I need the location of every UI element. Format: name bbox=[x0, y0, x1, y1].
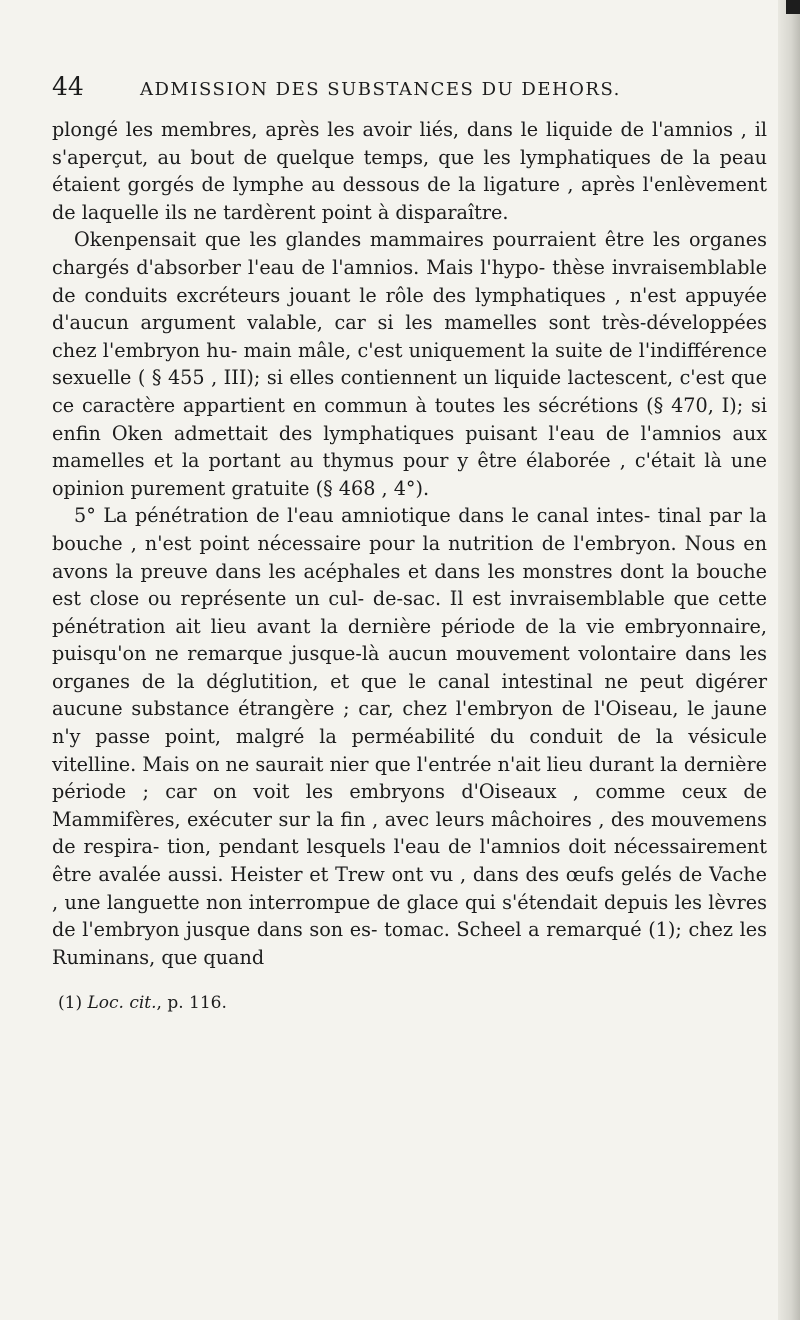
footnote-marker: (1) bbox=[58, 993, 83, 1014]
page-number: 44 bbox=[52, 72, 84, 101]
paragraph-continuation: plongé les membres, après les avoir liés, dans le liquide de l'amnios , il s'aperçut, au bout de quelque temps, que les lymphatiques de la peau étaient gorgés de lymphe au dessous de la ligature , après l'enlèvement de laquelle ils ne tardèrent point à disparaître. bbox=[52, 118, 767, 224]
footnote-reference: Loc. cit. bbox=[87, 993, 157, 1014]
paragraph-penetration: 5° La pénétration de l'eau amniotique dans le canal intes- tinal par la bouche , n'est point nécessaire pour la nutrition de l'embryon. Nous en avons la preuve dans les acéphales et dans les monstres dont la bouche est close ou représente un cul- de-sac. Il est invraisemblable que cette pénétration ait lieu avant la dernière période de la vie embryonnaire, puisqu'on ne remarque jusque-là aucun mouvement volontaire dans les organes de la déglutition, et que le canal intestinal ne peut digérer aucune substance étrangère ; car, chez l'embryon de l'Oiseau, le jaune n'y passe point, malgré la perméabilité du conduit de la vésicule vitelline. Mais on ne saurait nier que l'entrée n'ait lieu durant la dernière période ; car on voit les embryons d'Oiseaux , comme ceux de Mammifères, exécuter sur la fin , avec leurs mâchoires , des mouvemens de respira- tion, pendant lesquels l'eau de l'amnios doit nécessairement être avalée aussi. Heister et Trew ont vu , dans des œufs gelés de Vache , une languette non interrompue de glace qui s'étendait depuis les lèvres de l'embryon jusque dans son es- tomac. Scheel a remarqué (1); chez les Ruminans, que quand bbox=[52, 504, 767, 969]
page-corner-shadow bbox=[786, 0, 800, 14]
running-head bbox=[52, 72, 767, 112]
book-page bbox=[52, 72, 767, 1013]
body-text bbox=[52, 116, 767, 971]
paragraph-oken: Okenpensait que les glandes mammaires pourraient être les organes chargés d'absorber l'eau de l'amnios. Mais l'hypo- thèse invraisemblable de conduits excréteurs jouant le rôle des lymphatiques , n'est appuyée d'aucun argument valable, car si les mamelles sont très-développées chez l'embryon hu- main mâle, c'est uniquement la suite de l'indifférence sexuelle ( § 455 , III); si elles contiennent un liquide lactescent, c'est que ce caractère appartient en commun à toutes les sécrétions (§ 470, I); si enfin Oken admettait des lymphatiques puisant l'eau de l'amnios aux mamelles et la portant au thymus pour y être élaborée , c'était là une opinion purement gratuite (§ 468 , 4°). bbox=[52, 228, 767, 500]
footnote-page: , p. 116. bbox=[156, 993, 227, 1014]
page-edge bbox=[778, 0, 800, 1320]
running-title: ADMISSION DES SUBSTANCES DU DEHORS. bbox=[140, 79, 621, 100]
footnote bbox=[52, 993, 767, 1013]
